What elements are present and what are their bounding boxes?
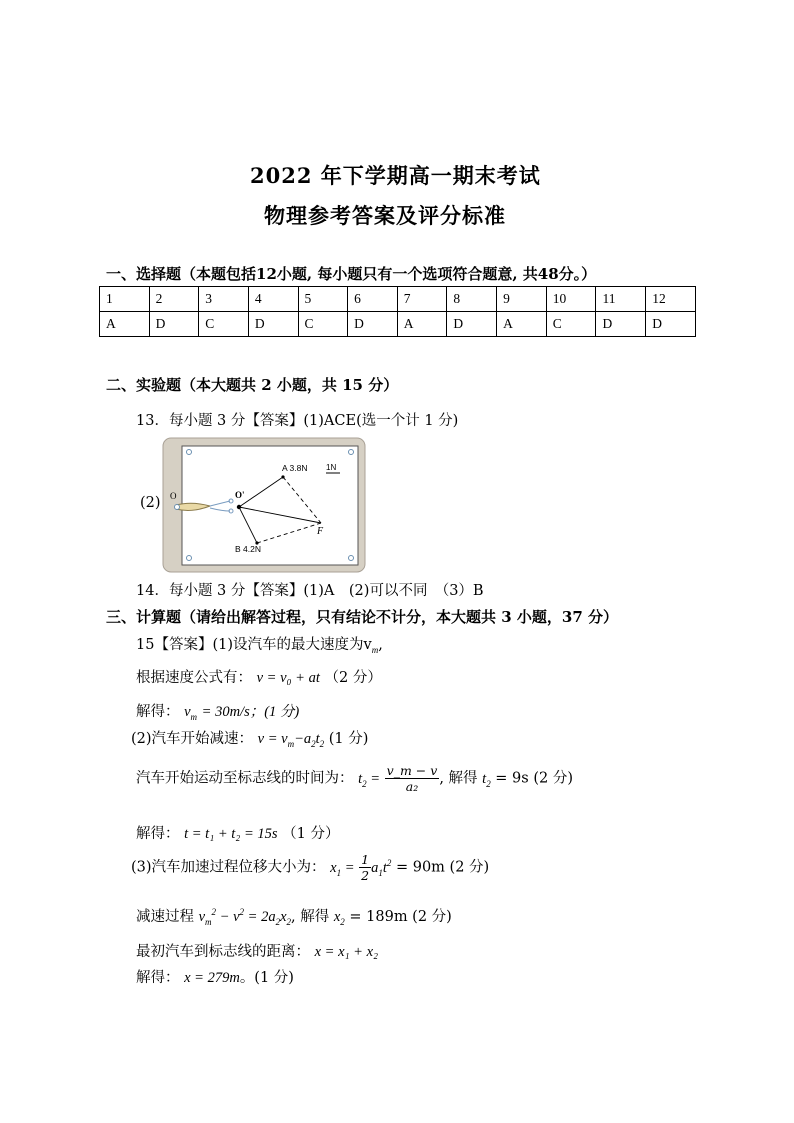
question-number-cell: 6	[348, 287, 398, 312]
question-number-cell: 3	[199, 287, 249, 312]
q15-line3	[136, 700, 299, 722]
formula-label: 根据速度公式有：	[136, 670, 252, 686]
solve-label: 解得：	[136, 826, 180, 842]
half-fraction	[359, 852, 371, 883]
distance-formula: x = x₁ + x₂	[314, 944, 379, 960]
q15-line6	[136, 822, 339, 843]
q15-line7	[131, 852, 489, 883]
label-f: F	[317, 526, 324, 537]
q15-intro: 15【答案】(1)设汽车的最大速度为v	[136, 637, 372, 653]
q15-line4	[131, 727, 368, 749]
answer-cell: D	[248, 312, 298, 337]
score-note: (1 分)	[328, 731, 369, 747]
label-b: B 4.2N	[235, 544, 261, 554]
vm-result: = 30m/s；(1 分)	[201, 704, 300, 720]
answer-table-answers-row	[100, 312, 696, 337]
x1-symbol: $x_1$ =	[330, 859, 355, 878]
solve-label: 解得：	[136, 704, 180, 720]
q15-line5	[136, 763, 573, 794]
question-number-cell: 10	[546, 287, 596, 312]
q13-part2-label: (2)	[140, 495, 161, 511]
question-number-cell: 5	[298, 287, 348, 312]
t2-symbol: $t_2$ =	[358, 770, 381, 789]
answer-cell: A	[100, 312, 150, 337]
question-number-cell: 1	[100, 287, 150, 312]
x2-symbol: $x_2$	[333, 909, 345, 927]
answer-cell: D	[149, 312, 199, 337]
fraction-denominator: 2	[361, 868, 370, 883]
decel-label: (2)汽车开始减速：	[131, 731, 254, 747]
velocity-formula: v = v₀ + at	[256, 670, 320, 686]
time-fraction	[385, 763, 440, 794]
question-number-cell: 11	[596, 287, 646, 312]
question-number-cell: 2	[149, 287, 199, 312]
initial-distance-label: 最初汽车到标志线的距离：	[136, 944, 310, 960]
answer-table-numbers-row	[100, 287, 696, 312]
total-time: t = t₁ + t₂ = 15s	[184, 826, 278, 842]
point-o1	[237, 505, 241, 509]
q15-line9	[136, 940, 378, 961]
answer-cell: A	[497, 312, 547, 337]
solve-inline: , 解得	[439, 770, 478, 787]
force-diagram	[162, 437, 366, 573]
t2-result: = 9s (2 分)	[495, 770, 573, 787]
fraction-numerator: v_m − v	[386, 763, 438, 778]
section1-heading: 一、选择题（本题包括12小题, 每小题只有一个选项符合题意, 共48分。）	[106, 265, 597, 283]
question-number-cell: 7	[397, 287, 447, 312]
label-o: O	[170, 491, 177, 501]
q15-line10	[136, 966, 294, 987]
q15-line1: 15【答案】(1)设汽车的最大速度为$v_m$,	[136, 637, 383, 655]
x1-result: = 90m (2 分)	[395, 859, 490, 876]
q13-answer: 13．每小题 3 分【答案】(1)ACE(选一个计 1 分)	[136, 413, 459, 429]
section2-heading: 二、实验题（本大题共 2 小题，共 15 分）	[106, 376, 399, 394]
section3-heading: 三、计算题（请给出解答过程，只有结论不计分，本大题共 3 小题，37 分）	[106, 608, 618, 626]
final-distance: x = 279m	[184, 970, 240, 986]
question-number-cell: 12	[646, 287, 696, 312]
answer-cell: C	[298, 312, 348, 337]
score-note: （2 分）	[324, 670, 382, 686]
point-a	[281, 475, 284, 478]
at2-term: $a_1t^2$	[371, 857, 392, 878]
question-number-cell: 9	[497, 287, 547, 312]
time-label: 汽车开始运动至标志线的时间为：	[136, 770, 354, 787]
answer-cell: D	[348, 312, 398, 337]
answer-cell: D	[447, 312, 497, 337]
answer-cell: A	[397, 312, 447, 337]
accel-displacement-label: (3)汽车加速过程位移大小为：	[131, 859, 326, 876]
answer-cell: D	[596, 312, 646, 337]
question-number-cell: 4	[248, 287, 298, 312]
score-note: （1 分）	[282, 826, 340, 842]
x2-result: = 189m (2 分)	[349, 909, 452, 925]
decel-displacement-formula: $v_m^2 - v^2 = 2a_2x_2$	[198, 907, 292, 927]
pin-o-icon	[175, 505, 180, 510]
answer-table	[99, 286, 696, 337]
fraction-denominator: a₂	[405, 779, 419, 794]
q15-line8	[136, 905, 452, 927]
vm-symbol: $v_m$	[184, 704, 198, 722]
solve-label: 解得：	[136, 970, 180, 986]
fraction-numerator: 1	[361, 852, 370, 867]
answer-cell: C	[546, 312, 596, 337]
answer-key-title: 物理参考答案及评分标准	[264, 203, 506, 228]
answer-cell: C	[199, 312, 249, 337]
decel-process-label: 减速过程	[136, 909, 194, 925]
score-note: 。(1 分)	[239, 970, 294, 986]
solve-inline: , 解得	[291, 909, 330, 925]
q14-answer: 14．每小题 3 分【答案】(1)A (2)可以不同 （3）B	[136, 583, 484, 599]
label-a: A 3.8N	[282, 463, 308, 473]
decel-formula: $v = v_m-a_2t_2$	[257, 731, 325, 749]
q15-line2	[136, 666, 382, 687]
exam-title: 2022 年下学期高一期末考试	[250, 163, 541, 188]
label-o-prime: O'	[235, 490, 245, 500]
answer-cell: D	[646, 312, 696, 337]
scale-label: 1N	[326, 463, 337, 472]
question-number-cell: 8	[447, 287, 497, 312]
t2-symbol-2: $t_2$	[482, 770, 491, 789]
